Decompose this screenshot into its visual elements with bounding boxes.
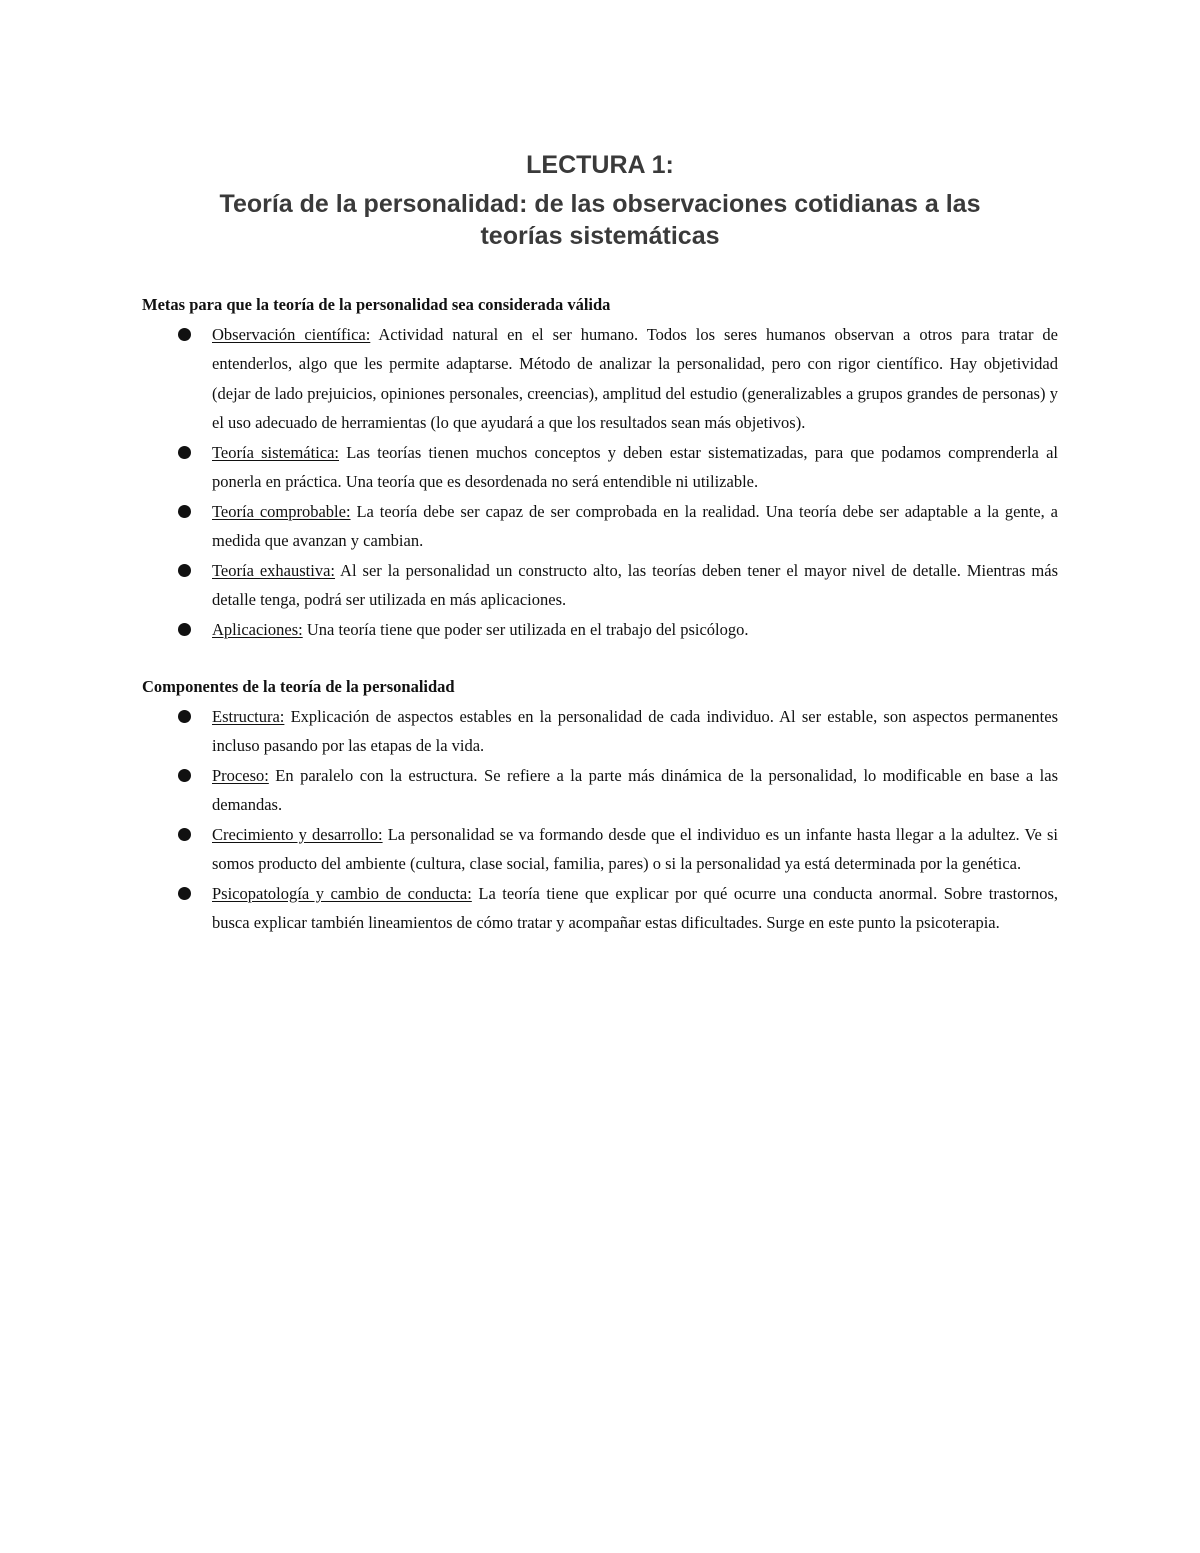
bullet-icon [178, 828, 191, 841]
item-term: Aplicaciones: [212, 619, 303, 639]
section-goals [142, 290, 1058, 644]
bullet-icon [178, 328, 191, 341]
list-item [142, 556, 1058, 615]
bullet-icon [178, 769, 191, 782]
item-term: Crecimiento y desarrollo: [212, 824, 383, 844]
list-item [142, 761, 1058, 820]
section-heading: Metas para que la teoría de la personalidad sea considerada válida [142, 295, 611, 314]
item-text: La teoría debe ser capaz de ser comprobada en la realidad. Una teoría debe ser adaptable a la gente, a medida que avanzan y cambian. [212, 501, 1058, 550]
item-text: Actividad natural en el ser humano. Todos los seres humanos observan a otros para tratar de entenderlos, algo que les permite adaptarse. Método de analizar la personalidad, pero con rigor científico. Hay objetividad (dejar de lado prejuicios, opiniones personales, creencias), amplitud del estudio (generalizables a grupos grandes de personas) y el uso adecuado de herramientas (lo que ayudará a que los resultados sean más objetivos). [212, 324, 1058, 432]
components-list [142, 702, 1058, 938]
list-item [142, 320, 1058, 438]
list-item [142, 615, 1058, 645]
item-text: Explicación de aspectos estables en la personalidad de cada individuo. Al ser estable, son aspectos permanentes incluso pasando por las etapas de la vida. [212, 706, 1058, 755]
lecture-subtitle [140, 188, 1060, 252]
subtitle-line-1: Teoría de la personalidad: de las observaciones cotidianas a las [219, 190, 981, 218]
item-text: Las teorías tienen muchos conceptos y deben estar sistematizadas, para que podamos comprenderla al ponerla en práctica. Una teoría que es desordenada no será entendible ni utilizable. [212, 442, 1058, 491]
item-term: Proceso: [212, 765, 269, 785]
bullet-icon [178, 887, 191, 900]
item-text: Al ser la personalidad un constructo alto, las teorías deben tener el mayor nivel de detalle. Mientras más detalle tenga, podrá ser utilizada en más aplicaciones. [212, 560, 1059, 609]
list-item [142, 497, 1058, 556]
bullet-icon [178, 446, 191, 459]
bullet-icon [178, 623, 191, 636]
title-block [140, 148, 1060, 252]
list-item [142, 820, 1058, 879]
lecture-title: LECTURA 1: [526, 151, 674, 179]
item-text: La personalidad se va formando desde que el individuo es un infante hasta llegar a la adultez. Ve si somos producto del ambiente (cultura, clase social, familia, pares) o si la personalidad ya está determinada por la genética. [212, 824, 1058, 873]
item-text: En paralelo con la estructura. Se refiere a la parte más dinámica de la personalidad, lo modificable en base a las demandas. [212, 765, 1058, 814]
subtitle-line-2: teorías sistemáticas [480, 222, 720, 250]
bullet-icon [178, 564, 191, 577]
section-components [142, 672, 1058, 938]
item-text: Una teoría tiene que poder ser utilizada en el trabajo del psicólogo. [302, 619, 749, 639]
item-term: Teoría sistemática: [212, 442, 340, 462]
bullet-icon [178, 505, 191, 518]
item-term: Teoría comprobable: [212, 501, 351, 521]
list-item [142, 702, 1058, 761]
list-item [142, 879, 1058, 938]
item-term: Estructura: [212, 706, 285, 726]
document-body [142, 290, 1058, 938]
section-heading: Componentes de la teoría de la personalidad [142, 677, 455, 696]
item-term: Psicopatología y cambio de conducta: [212, 883, 472, 903]
item-term: Teoría exhaustiva: [212, 560, 336, 580]
list-item [142, 438, 1058, 497]
item-text: La teoría tiene que explicar por qué ocurre una conducta anormal. Sobre trastornos, busca explicar también lineamientos de cómo tratar y acompañar estas dificultades. Surge en este punto la psicoterapia. [212, 883, 1058, 932]
bullet-icon [178, 710, 191, 723]
goals-list [142, 320, 1058, 645]
item-term: Observación científica: [212, 324, 371, 344]
